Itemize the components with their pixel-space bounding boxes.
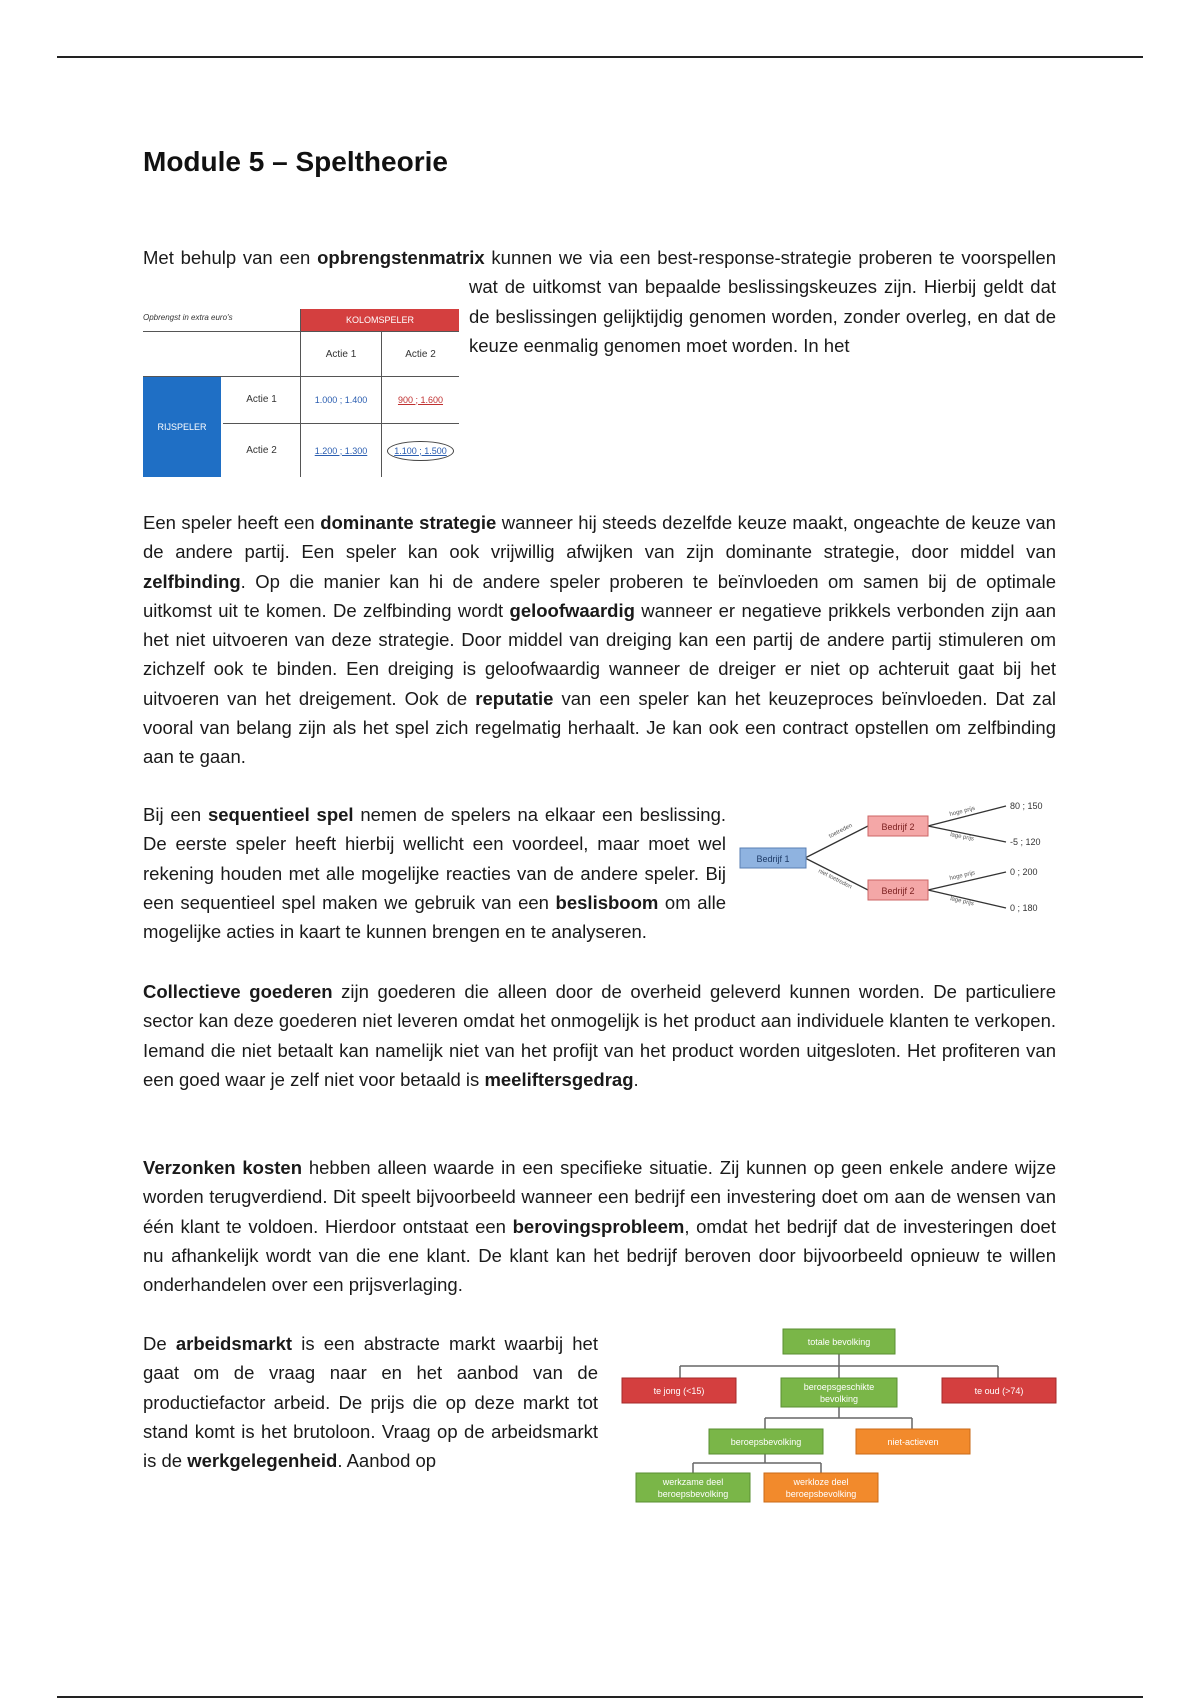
- decision-tree: [738, 792, 1060, 914]
- paragraph-dominante-strategie: Een speler heeft een dominante strategie wanneer hij steeds dezelfde keuze maakt, ongeachte de keuze van de andere partij. Een speler kan ook vrijwillig afwijken van zijn dominante strategie, door middel van zelfbinding. Op die manier kan hi de andere speler proberen te beïnvloeden om samen bij de optimale uitkomst uit te komen. De zelfbinding wordt geloofwaardig wanneer er negatieve prikkels verbonden zijn aan het niet uitvoeren van deze strategie. Door middel van dreiging kan een partij de andere partij stimuleren om zichzelf ook te binden. Een dreiging is geloofwaardig wanneer de dreiger er niet op achteruit gaat bij het uitvoeren van het dreigement. Ook de reputatie van een speler kan het keuzeproces beïnvloeden. Dat zal vooral van belang zijn als het spel zich regelmatig herhaalt. Je kan ook een contract opstellen om zelfbinding aan te gaan.: [143, 512, 1056, 768]
- matrix-r1c1: 1.000 ; 1.400: [314, 394, 368, 405]
- tree-leaf1: 80 ; 150: [1010, 801, 1043, 811]
- matrix-col1: Actie 1: [325, 348, 357, 360]
- org-working-age-1: beroepsgeschikte: [803, 1382, 875, 1392]
- page-title: Module 5 – Speltheorie: [143, 146, 448, 177]
- paragraph-verzonken-kosten: Verzonken kosten hebben alleen waarde in een specifieke situatie. Zij kunnen op geen enkele andere wijze worden terugverdiend. Dit speelt bijvoorbeeld wanneer een bedrijf een investering doet om aan de wensen van één klant te voldoen. Hierdoor ontstaat een berovingsprobleem, omdat het bedrijf dat de investeringen doet nu afhankelijk wordt van die ene klant. De klant kan het bedrijf beroven door bijvoorbeeld opnieuw te willen onderhandelen over een prijsverlaging.: [143, 1157, 1057, 1296]
- matrix-r1c2: 900 ; 1.600: [397, 394, 444, 405]
- matrix-row-player: RIJSPELER: [143, 377, 221, 477]
- org-unemployed-1: werkloze deel: [793, 1477, 849, 1487]
- tree-root: Bedrijf 1: [756, 854, 790, 864]
- matrix-row2: Actie 2: [246, 445, 277, 456]
- org-inactive: niet-actieven: [887, 1437, 939, 1447]
- tree-leaf2: -5 ; 120: [1010, 837, 1041, 847]
- org-unemployed-2: beroepsbevolking: [785, 1489, 857, 1499]
- tree-edge-top: toetreden: [828, 822, 854, 840]
- tree-node-top: Bedrijf 2: [881, 822, 915, 832]
- org-employed-1: werkzame deel: [662, 1477, 724, 1487]
- matrix-col-player: KOLOMSPELER: [301, 309, 459, 331]
- population-chart: [620, 1328, 1060, 1514]
- matrix-r2c2-wrap: [382, 424, 459, 477]
- matrix-r2c2: 1.100 ; 1.500: [387, 441, 454, 461]
- org-working-age-2: bevolking: [819, 1394, 859, 1404]
- matrix-title: Opbrengst in extra euro's: [143, 312, 233, 322]
- tree-edge-leaf3: hoge prijs: [949, 870, 976, 882]
- tree-leaf4: 0 ; 180: [1010, 903, 1038, 913]
- footer-rule: [57, 1696, 1143, 1698]
- tree-edge-bottom: niet toetreden: [817, 868, 853, 891]
- paragraph-arbeidsmarkt: De arbeidsmarkt is een abstracte markt waarbij het gaat om de vraag naar en het aanbod van de productiefactor arbeid. De prijs die op deze markt tot stand komt is het brutoloon. Vraag op de arbeidsmarkt is de werkgelegenheid. Aanbod op: [143, 1333, 598, 1472]
- paragraph-collectieve-goederen: Collectieve goederen zijn goederen die alleen door de overheid geleverd kunnen worden. De particuliere sector kan deze goederen niet leveren omdat het onmogelijk is het product aan individuele klanten te verkopen. Iemand die niet betaalt kan namelijk niet van het profijt van het product worden uitgesloten. Het profiteren van een goed waar je zelf niet voor betaald is meeliftersgedrag.: [143, 981, 1056, 1090]
- org-young: te jong (<15): [653, 1386, 705, 1396]
- matrix-col2: Actie 2: [405, 348, 436, 360]
- tree-edge-leaf2: lage prijs: [949, 832, 975, 843]
- matrix-row1: Actie 1: [246, 394, 277, 405]
- org-total: totale bevolking: [807, 1337, 871, 1347]
- org-old: te oud (>74): [974, 1386, 1024, 1396]
- org-labour-force: beroepsbevolking: [730, 1437, 802, 1447]
- paragraph-opbrengstenmatrix: Met behulp van een opbrengstenmatrix kunnen we via een best-response-strategie proberen te voorspellen wat de uitkomst van bepaalde beslissingskeuzes zijn. Hierbij geldt dat de beslissingen gelijktijdig genomen worden, zonder overleg, en dat de keuze eenmalig genomen moet worden. In het: [143, 243, 1056, 531]
- org-employed-2: beroepsbevolking: [657, 1489, 729, 1499]
- header-rule: [57, 56, 1143, 58]
- tree-edge-leaf1: hoge prijs: [949, 805, 976, 818]
- tree-leaf3: 0 ; 200: [1010, 867, 1038, 877]
- matrix-r2c1: 1.200 ; 1.300: [314, 445, 368, 456]
- paragraph-sequentieel-spel: Bedrijf 1 Bedrijf 2 Bedrijf 2 toetreden niet toetreden hoge prijs lage prijs hoge prijs lage prijs 80 ; 150 -5 ; 120 0 ; 200 0 ; 180 Bij een sequentieel spel nemen de spelers na elkaar een beslissing. De eerste speler heeft hierbij wellicht een voordeel, maar moet wel rekening houden met alle mogelijke reacties van de andere speler. Bij een sequentieel spel maken we gebruik van een beslisboom om alle mogelijke acties in kaart te kunnen brengen en te analyseren.: [143, 800, 1056, 946]
- tree-edge-leaf4: lage prijs: [949, 896, 975, 908]
- tree-node-bottom: Bedrijf 2: [881, 886, 915, 896]
- payoff-matrix: [143, 307, 459, 479]
